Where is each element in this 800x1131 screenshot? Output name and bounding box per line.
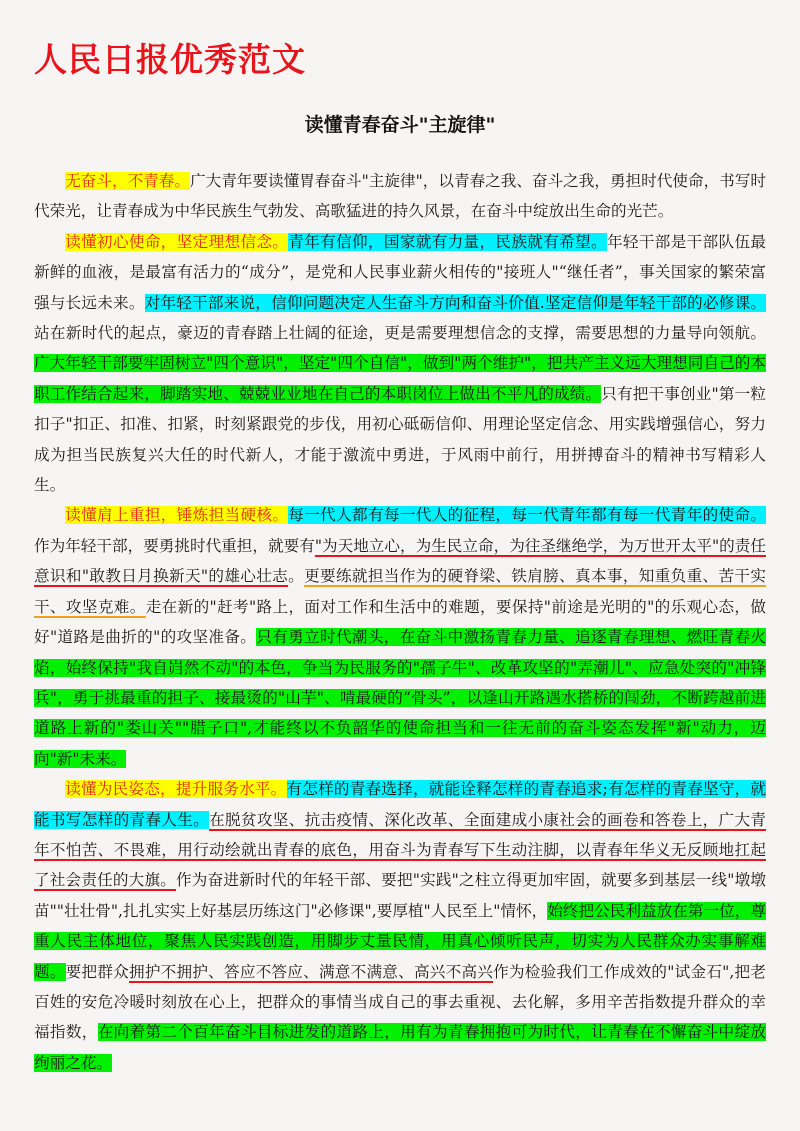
brand-title: 人民日报优秀范文 (34, 40, 306, 79)
paragraph (34, 774, 766, 1078)
green-highlight-text: 始终把公民利益放在第一位，尊重人民主体地位，聚焦人民实践创造，用脚步丈量民情，用真心倾听民声，切实为人民群众办实事解难题。 (34, 901, 766, 981)
green-highlight-text: 在向着第二个百年奋斗目标进发的道路上，用有为青春拥抱可为时代，让青春在不懈奋斗中绽放绚丽之花。 (34, 1023, 766, 1072)
body-text: 作为年轻干部，要勇挑时代重担，就要有 (34, 536, 315, 555)
red-underlined-text: 在脱贫攻坚、抗击疫情、深化改革、全面建成小康社会的画卷和答卷上，广大青年不怕苦、不畏难，用行动绘就出青春的底色，用奋斗为青春写下生动注脚，以青春年华义无反顾地扛起了社会责任的大旗。 (34, 810, 766, 890)
paragraph-heading: 读懂初心使命，坚定理想信念。 (65, 232, 289, 251)
orange-underlined-text: 更要练就担当作为的硬脊梁、铁肩膀、真本事，知重负重、苦干实干、攻坚克难。 (34, 567, 766, 616)
article-title: 读懂青春奋斗"主旋律" (304, 114, 496, 136)
body-text: 作为奋进新时代的年轻干部、要把"实践"之柱立得更加牢固，就要多到基层一线"墩墩苗""壮壮骨",扎扎实实上好基层历练这门"必修课",要厚植"人民至上"情怀， (34, 871, 766, 920)
body-text: 年轻干部是干部队伍最新鲜的血液，是最富有活力的“成分”，是党和人民事业薪火相传的"接班人"“继任者”，事关国家的繁荣富强与长远未来。 (34, 232, 766, 312)
red-underlined-text: "为天地立心，为生民立命，为往圣继绝学，为万世开太平"的责任意识和"敢教日月换新天"的雄心壮志 (34, 536, 766, 586)
paragraph-heading: 读懂为民姿态，提升服务水平。 (65, 780, 287, 799)
red-underlined-text: 拥护不拥护、答应不答应、满意不满意、高兴不高兴 (129, 962, 494, 981)
body-text: 。 (288, 567, 305, 586)
body-text: 站在新时代的起点，豪迈的青春踏上壮阔的征途，更是需要理想信念的支撑，需要思想的力量导向领航。 (34, 324, 766, 343)
cyan-highlight-text: 每一代人都有每一代人的征程，每一代青年都有每一代青年的使命。 (288, 506, 766, 525)
paragraph-heading: 无奋斗，不青春。 (65, 172, 190, 190)
green-highlight-text: 广大年轻干部要牢固树立"四个意识"，坚定"四个自信"，做到"两个维护"，把共产主义远大理想同自己的本职工作结合起来，脚踏实地、兢兢业业地在自己的本职岗位上做出不平凡的成绩。 (34, 354, 766, 403)
paragraph (34, 500, 766, 774)
article-body (34, 166, 766, 1078)
green-highlight-text: 只有勇立时代潮头，在奋斗中激扬青春力量、追逐青春理想、燃旺青春火焰，始终保持"我自岿然不动"的本色，争当为民服务的"孺子牛"、改革攻坚的"弄潮儿"、应急处突的"冲锋兵"，勇于挑最重的担子、接最烫的"山芋"、啃最硬的“骨头”，以逢山开路遇水搭桥的闯劲，不断跨越前进道路上新的"娄山关""腊子口",才能终以不负韶华的使命担当和一往无前的奋斗姿态发挥"新"动力，迈向"新"未来。 (34, 628, 766, 768)
cyan-highlight-text: 有怎样的青春选择，就能诠释怎样的青春追求;有怎样的青春坚守，就能书写怎样的青春人生。 (34, 780, 766, 829)
body-text: 走在新的"赶考"路上，面对工作和生活中的难题，要保持"前途是光明的"的乐观心态，做好"道路是曲折的"的攻坚准备。 (34, 597, 766, 647)
cyan-highlight-text: 青年有信仰，国家就有力量，民族就有希望。 (288, 232, 607, 251)
body-text: 只有把干事创业"第一粒扣子"扣正、扣准、扣紧，时刻紧跟党的步伐，用初心砥砺信仰、用理论坚定信念、用实践增强信心，努力成为担当民族复兴大任的时代新人，才能于激流中勇进，于风雨中前行，用拼搏奋斗的精神书写精彩人生。 (34, 384, 766, 495)
paragraph (34, 166, 766, 227)
cyan-highlight-text: 对年轻干部来说，信仰问题决定人生奋斗方向和奋斗价值.坚定信仰是年轻干部的必修课。 (144, 293, 766, 312)
body-text: 作为检验我们工作成效的"试金石",把老百姓的安危冷暖时刻放在心上，把群众的事情当成自己的事去重视、去化解，多用辛苦指数提升群众的幸福指数， (34, 962, 766, 1042)
body-text: 要把群众 (65, 962, 129, 981)
body-text: 广大青年要读懂胃春奋斗"主旋律"，以青春之我、奋斗之我，勇担时代使命，书写时代荣光，让青春成为中华民族生气勃发、高歌猛进的持久风景，在奋斗中绽放出生命的光芒。 (34, 172, 766, 221)
paragraph (34, 227, 766, 501)
paragraph-heading: 读懂肩上重担，锤炼担当硬核。 (65, 506, 289, 525)
